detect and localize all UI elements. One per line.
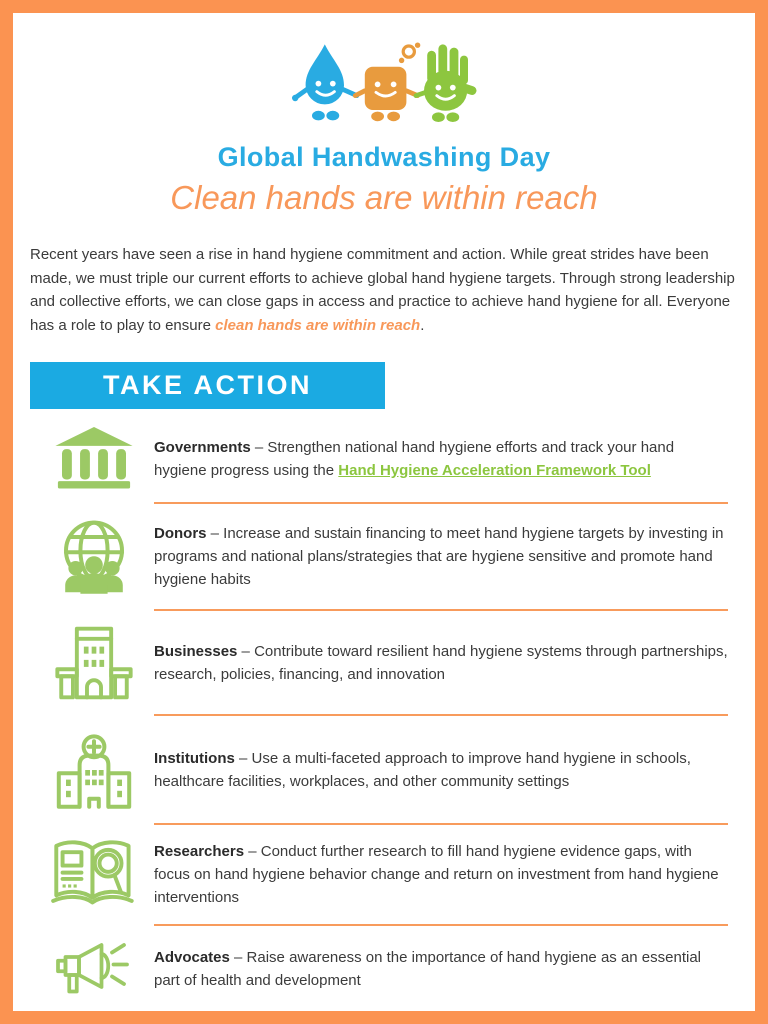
soap-bar-mascot xyxy=(355,42,420,121)
action-list xyxy=(48,427,728,1000)
page-subtitle: Clean hands are within reach xyxy=(170,179,598,216)
page-title: Global Handwashing Day xyxy=(217,142,551,172)
intro-text: Recent years have seen a rise in hand hygiene commitment and action. While great strides have been made, we must triple our current efforts to achieve global hand hygiene targets. Through strong leadership and collective efforts, we can close gaps in access and practice to achieve hand hygiene for all. Everyone has a role to play to ensure xyxy=(30,246,735,335)
item-text-advocates xyxy=(154,946,728,993)
list-item-governments xyxy=(48,427,728,491)
item-body-researchers: – Conduct further research to fill hand hygiene evidence gaps, with focus on hand hygiene behavior change and return on investment from hand hygiene interventions xyxy=(154,842,719,907)
take-action-label: TAKE ACTION xyxy=(103,369,312,400)
list-item-researchers xyxy=(48,837,728,913)
list-item-institutions xyxy=(48,728,728,812)
divider xyxy=(154,609,728,611)
item-title-governments: Governments xyxy=(154,438,251,456)
office-building-icon xyxy=(48,623,140,703)
item-text-institutions xyxy=(154,747,728,794)
item-body-advocates: – Raise awareness on the importance of hand hygiene as an essential part of health and development xyxy=(154,948,702,989)
item-title-donors: Donors xyxy=(154,524,207,542)
bank-icon xyxy=(48,427,140,491)
mascots-svg xyxy=(288,41,480,123)
item-title-advocates: Advocates xyxy=(154,948,230,966)
list-item-donors xyxy=(48,516,728,598)
list-item-advocates xyxy=(48,938,728,1000)
item-text-donors xyxy=(154,522,728,592)
take-action-banner xyxy=(30,362,385,409)
megaphone-icon xyxy=(48,938,140,1000)
divider xyxy=(154,714,728,716)
intro-highlight: clean hands are within reach xyxy=(215,317,421,335)
globe-people-icon xyxy=(48,516,140,598)
intro-suffix: . xyxy=(420,317,425,335)
item-title-businesses: Businesses xyxy=(154,642,238,660)
item-text-businesses xyxy=(154,640,728,687)
mascots-illustration xyxy=(13,41,755,128)
list-item-businesses xyxy=(48,623,728,703)
book-magnifier-icon xyxy=(48,837,140,913)
divider xyxy=(154,502,728,504)
divider xyxy=(154,823,728,825)
hospital-icon xyxy=(48,728,140,812)
item-text-governments xyxy=(154,436,728,483)
hhaf-tool-link[interactable]: Hand Hygiene Acceleration Framework Tool xyxy=(338,461,651,479)
water-drop-mascot xyxy=(292,44,357,120)
item-body-institutions: – Use a multi-faceted approach to improve hand hygiene in schools, healthcare facilities, workplaces, and other community settings xyxy=(154,749,691,790)
item-text-researchers xyxy=(154,840,728,910)
hand-mascot xyxy=(416,44,478,122)
divider xyxy=(154,924,728,926)
intro-paragraph xyxy=(30,243,737,338)
item-body-businesses: – Contribute toward resilient hand hygiene systems through partnerships, research, policies, financing, and innovation xyxy=(154,642,728,683)
item-title-institutions: Institutions xyxy=(154,749,235,767)
item-title-researchers: Researchers xyxy=(154,842,245,860)
item-body-governments: – Strengthen national hand hygiene efforts and track your hand hygiene progress using the xyxy=(154,438,675,479)
item-body-donors: – Increase and sustain financing to meet hand hygiene targets by investing in programs and national plans/strategies that are hygiene sensitive and promote hand hygiene habits xyxy=(154,524,724,589)
